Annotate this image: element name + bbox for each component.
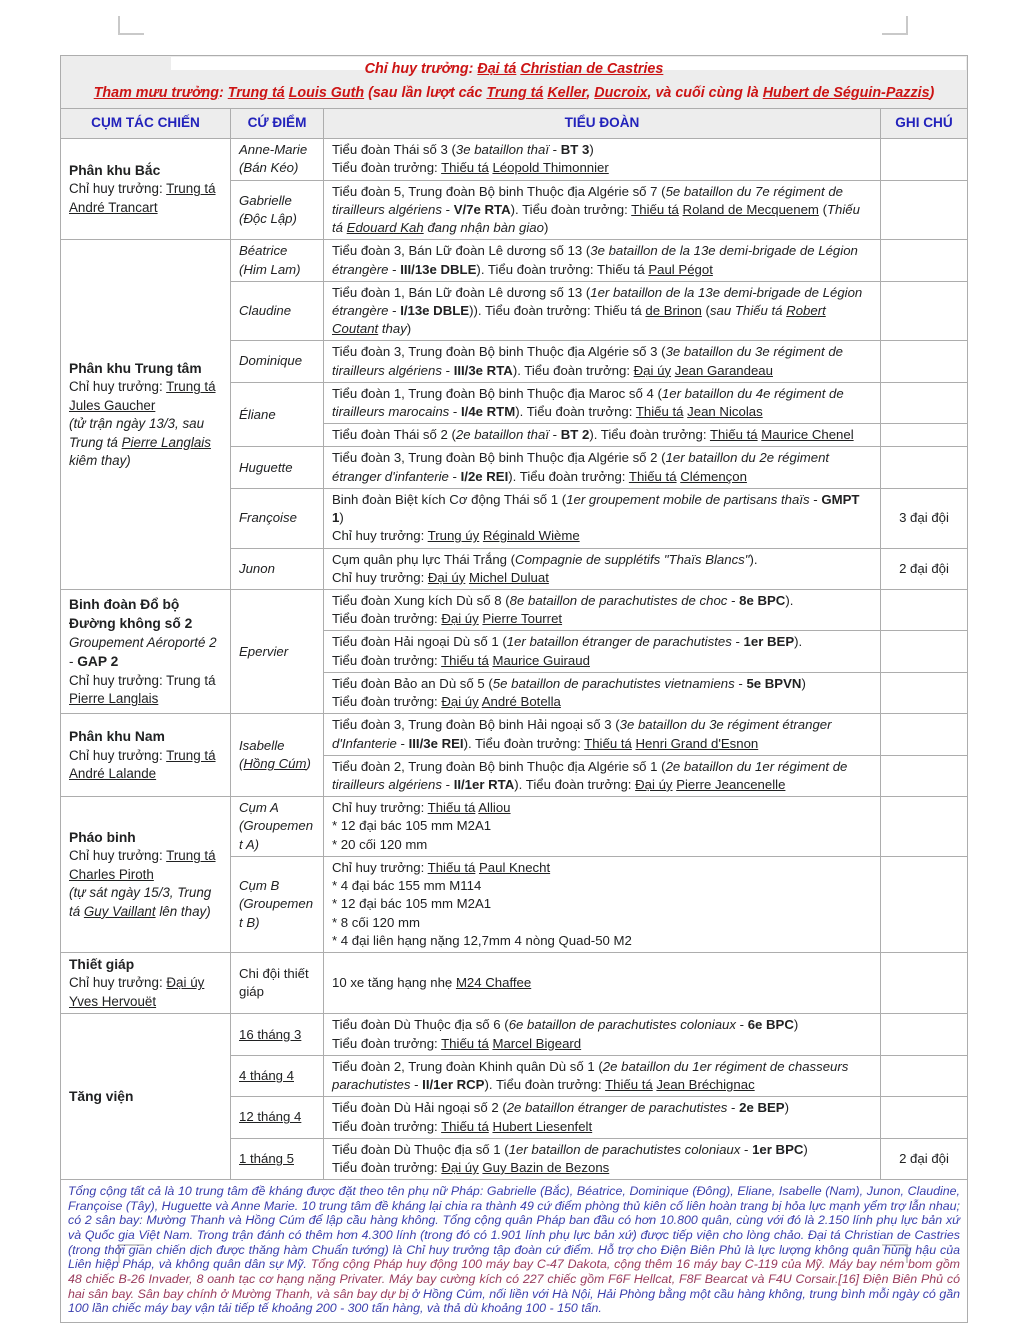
link[interactable]: Jean Bréchignac [656, 1077, 755, 1093]
table-row [61, 797, 968, 857]
link[interactable]: Thiếu tá [427, 859, 476, 875]
battalion-cell: Tiểu đoàn 3, Trung đoàn Bộ binh Hải ngoại số 3 (3e bataillon du 3e régiment étranger d'Infanterie - III/3e REI). Tiểu đoàn trưởng: Thiếu tá Henri Grand d'Esnon [324, 714, 881, 755]
link[interactable]: Réginald Wième [482, 528, 580, 544]
note-cell [881, 590, 968, 631]
strongpoint-cell: Epervier [231, 590, 324, 714]
strongpoint-cell: Françoise [231, 488, 324, 548]
link[interactable]: Thiếu tá [635, 404, 684, 420]
link[interactable]: Trung tá [166, 747, 216, 763]
strongpoint-cell: Huguette [231, 447, 324, 488]
link[interactable]: Trung tá [486, 84, 544, 101]
link[interactable]: Đại tá [477, 61, 517, 77]
strongpoint-cell: Chi đội thiết giáp [231, 952, 324, 1014]
link[interactable]: Yves Hervouët [69, 993, 157, 1009]
battalion-cell: Tiểu đoàn Dù Thuộc địa số 1 (1er bataillon de parachutistes coloniaux - 1er BPC) Tiểu đoàn trưởng: Đại úy Guy Bazin de Bezons [324, 1138, 881, 1179]
strongpoint-cell [231, 1055, 324, 1096]
strongpoint-cell: Cụm B (Groupement B) [231, 856, 324, 952]
note-cell: 2 đại đội [881, 1138, 968, 1179]
strongpoint-cell: Gabrielle (Độc Lập) [231, 180, 324, 240]
link[interactable]: Jean Garandeau [674, 362, 773, 378]
link[interactable]: Ducroix [594, 84, 648, 101]
battalion-cell: Cụm quân phụ lực Thái Trắng (Compagnie de supplétifs "Thaïs Blancs"). Chỉ huy trưởng: Đại úy Michel Duluat [324, 548, 881, 589]
link[interactable]: Roland de Mecquenem [682, 201, 819, 217]
link[interactable]: Đại úy [635, 776, 673, 792]
link[interactable]: Trung úy [427, 528, 480, 544]
battalion-cell: Tiểu đoàn Bảo an Dù số 5 (5e bataillon de parachutistes vietnamiens - 5e BPVN) Tiểu đoàn trưởng: Đại úy André Botella [324, 672, 881, 713]
battalion-cell: Tiểu đoàn 3, Trung đoàn Bộ binh Thuộc địa Algérie số 2 (1er bataillon du 2e régiment étranger d'infanterie - I/2e REI). Tiểu đoàn trưởng: Thiếu tá Clémençon [324, 447, 881, 488]
battalion-cell: Tiểu đoàn 3, Bán Lữ đoàn Lê dương số 13 (3e bataillon de la 13e demi-brigade de Légion étrangère - III/13e DBLE). Tiểu đoàn trưởng: Thiếu tá Paul Pégot [324, 240, 881, 281]
summary-text-part1: Tổng cộng tất cả là 10 trung tâm đề kháng được đặt theo tên phụ nữ Pháp: Gabrielle (Bắc), Béatrice, Dominique (Đông), Eliane, Isabelle (Nam), Junon, Claudine, Françoise (Tây), Huguette và Anne Marie. 10 trung tâm đề kháng lại chia ra thành 49 cứ điểm phòng thủ kiên cố liên hoàn trang bị hỏa lực mạnh yểm trợ lẫn nhau; có 2 sân bay: Mường Thanh và Hồng Cúm để lập cầu hàng không. Tổng cộng quân Pháp ban đầu có hơn 10.800 quân, cùng với đó là 2.150 lính phụ lực bản xứ và Quốc gia Việt Nam. Trong trận đánh có thêm hơn 4.300 lính (trong đó có 1.901 lính phụ lực bản xứ) được tiếp viện cho lòng chảo. Đại tá Christian de Castries (trong thời gian chiến dịch được thăng hàm Chuẩn tướng) là Chỉ huy trưởng tập đoàn cứ điểm. Hỗ trợ cho Điện Biên Phủ là lực lượng không quân hùng hậu của Liên hiệp Pháp, và không quân dân sự Mỹ. [68, 1184, 960, 1272]
note-cell [881, 672, 968, 713]
table-row [61, 714, 968, 755]
strongpoint-cell: Cụm A (Groupement A) [231, 797, 324, 857]
link[interactable]: Thiếu tá [605, 1077, 653, 1093]
strongpoint-cell [231, 1138, 324, 1179]
summary-cell [61, 1180, 968, 1323]
link[interactable]: Thiếu tá [631, 201, 679, 217]
link[interactable]: Đại úy [441, 1159, 479, 1175]
link[interactable]: M24 Chaffee [455, 975, 532, 991]
link[interactable]: Thiếu tá [628, 468, 677, 484]
strongpoint-cell: Anne-Marie (Bán Kéo) [231, 139, 324, 180]
note-cell [881, 424, 968, 447]
link[interactable]: Thiếu tá [584, 735, 632, 751]
chief-of-staff-header-cell [61, 82, 968, 109]
link[interactable]: Alliou [478, 800, 511, 816]
link[interactable]: Trung tá [166, 379, 216, 395]
link[interactable]: Đại úy [166, 975, 205, 991]
link[interactable]: 4 tháng 4 [239, 1067, 294, 1083]
note-cell [881, 447, 968, 488]
battalion-cell: Chỉ huy trưởng: Thiếu tá Alliou * 12 đại bác 105 mm M2A1 * 20 cối 120 mm [324, 797, 881, 857]
link[interactable]: Hồng Cúm [243, 756, 307, 772]
link[interactable]: Clémençon [680, 468, 747, 484]
link[interactable]: Jules Gaucher [69, 397, 156, 413]
battalion-cell: Tiểu đoàn 3, Trung đoàn Bộ binh Thuộc địa Algérie số 3 (3e bataillon du 3e régiment de tirailleurs algériens - III/3e RTA). Tiểu đoàn trưởng: Đại úy Jean Garandeau [324, 341, 881, 382]
table-row [61, 1014, 968, 1055]
table-row [61, 139, 968, 180]
link[interactable]: de Brinon [645, 302, 702, 318]
link[interactable]: Michel Duluat [468, 569, 549, 585]
chief-of-staff-header-row [61, 82, 968, 109]
link[interactable]: Maurice Chenel [761, 427, 854, 443]
table-row [61, 952, 968, 1014]
link[interactable]: Charles Piroth [69, 866, 154, 882]
link[interactable]: Maurice Guiraud [492, 652, 590, 668]
link[interactable]: Thiếu tá [441, 1035, 489, 1051]
note-cell [881, 755, 968, 796]
link[interactable]: Đại úy [633, 362, 672, 378]
link[interactable]: Pierre Langlais [69, 691, 159, 707]
link[interactable]: Léopold Thimonnier [492, 160, 609, 176]
link[interactable]: Paul Pégot [648, 261, 713, 277]
strongpoint-cell: Dominique [231, 341, 324, 382]
link[interactable]: Henri Grand d'Esnon [635, 735, 759, 751]
note-cell [881, 1055, 968, 1096]
link[interactable]: Keller [547, 84, 587, 101]
link[interactable]: Christian de Castries [520, 61, 664, 77]
crop-mark-top-right [882, 16, 908, 35]
battalion-cell: Tiểu đoàn 2, Trung đoàn Khinh quân Dù số 1 (2e bataillon du 1er régiment de chasseurs parachutistes - II/1er RCP). Tiểu đoàn trưởng: Thiếu tá Jean Bréchignac [324, 1055, 881, 1096]
battalion-cell: Tiểu đoàn Dù Thuộc địa số 6 (6e bataillon de parachutistes coloniaux - 6e BPC) Tiểu đoàn trưởng: Thiếu tá Marcel Bigeard [324, 1014, 881, 1055]
link[interactable]: Louis Guth [288, 84, 365, 101]
note-cell [881, 1097, 968, 1138]
note-cell [881, 1014, 968, 1055]
group-cell: Phân khu Bắc Chỉ huy trưởng: Trung tá André Trancart [61, 139, 231, 240]
link[interactable]: 12 tháng 4 [239, 1109, 302, 1125]
table-row [61, 240, 968, 281]
link[interactable]: Trung tá [166, 848, 216, 864]
link[interactable]: Robert Coutant [332, 302, 826, 337]
strongpoint-cell: Junon [231, 548, 324, 589]
note-cell [881, 714, 968, 755]
column-header-strongpoint: CỨ ĐIỂM [231, 109, 324, 139]
battalion-cell: Tiểu đoàn 5, Trung đoàn Bộ binh Thuộc địa Algérie số 7 (5e bataillon du 7e régiment de tirailleurs algériens - V/7e RTA). Tiểu đoàn trưởng: Thiếu tá Roland de Mecquenem (Thiếu tá Edouard Kah đang nhận bàn giao) [324, 180, 881, 240]
battalion-cell: Tiểu đoàn Xung kích Dù số 8 (8e bataillon de parachutistes de choc - 8e BPC). Tiểu đoàn trưởng: Đại úy Pierre Tourret [324, 590, 881, 631]
summary-text-part2: Tổng cộng Pháp huy động 100 máy bay C-47 Dakota, cộng thêm 16 máy bay C-119 của Mỹ. Máy bay ném bom gồm 48 chiếc B-26 Invader, 8 oanh tạc cơ hạng nặng Privater. Máy bay cường kích có 227 chiếc gồm F6F Hellcat, F8F Bearcat và F4U Corsair.[16] Điện Biên Phủ có hai sân bay. Sân bay chính ở Mường Thanh, và sân bay dự bị [68, 1257, 960, 1301]
link[interactable]: Guy Bazin de Bezons [482, 1159, 610, 1175]
commander-header-cell [61, 56, 968, 82]
battalion-cell: Tiểu đoàn 1, Trung đoàn Bộ binh Thuộc địa Maroc số 4 (1er bataillon du 4e régiment de tirailleurs marocains - I/4e RTM). Tiểu đoàn trưởng: Thiếu tá Jean Nicolas [324, 382, 881, 423]
group-cell: Pháo binh Chỉ huy trưởng: Trung tá Charles Piroth (tự sát ngày 15/3, Trung tá Guy Vaillant lên thay) [61, 797, 231, 953]
note-cell [881, 952, 968, 1014]
commander-line: Chỉ huy trưởng: Đại tá Christian de Castries [364, 61, 664, 77]
link[interactable]: Thiếu tá [709, 427, 758, 443]
note-cell [881, 139, 968, 180]
group-cell: Tăng viện [61, 1014, 231, 1180]
note-cell [881, 180, 968, 240]
link[interactable]: André Trancart [69, 199, 158, 215]
column-header-row [61, 109, 968, 139]
note-cell [881, 341, 968, 382]
strongpoint-cell: Claudine [231, 281, 324, 341]
link[interactable]: Trung tá [227, 84, 285, 101]
summary-text-part3: ở Hồng Cúm, nối liền với Hà Nội, Hải Phòng bằng một cầu hàng không, trung bình mỗi ngày có gần 100 lần chiếc máy bay vận tải tiếp tế khoảng 200 - 300 tấn hàng, và thả dù khoảng 100 - 150 tấn. [68, 1286, 960, 1316]
note-cell [881, 631, 968, 672]
battalion-cell: Tiểu đoàn Dù Hải ngoại số 2 (2e bataillon étranger de parachutistes - 2e BEP) Tiểu đoàn trưởng: Thiếu tá Hubert Liesenfelt [324, 1097, 881, 1138]
group-cell: Thiết giáp Chỉ huy trưởng: Đại úy Yves Hervouët [61, 952, 231, 1014]
column-header-notes: GHI CHÚ [881, 109, 968, 139]
link[interactable]: Jean Nicolas [687, 404, 763, 420]
link[interactable]: Paul Knecht [479, 859, 551, 875]
group-cell: Phân khu Nam Chỉ huy trưởng: Trung tá André Lalande [61, 714, 231, 797]
link[interactable]: Edouard Kah [346, 220, 424, 236]
link[interactable]: 1 tháng 5 [239, 1150, 294, 1166]
link[interactable]: Đại úy [441, 694, 479, 710]
column-header-task-group: CỤM TÁC CHIẾN [61, 109, 231, 139]
link[interactable]: Hubert de Séguin-Pazzis [762, 84, 930, 101]
table-body [61, 139, 968, 1180]
commander-header-row [61, 56, 968, 82]
note-cell: 2 đại đội [881, 548, 968, 589]
note-cell [881, 382, 968, 423]
note-cell [881, 856, 968, 952]
crop-mark-top-left [118, 16, 144, 35]
battalion-cell: Tiểu đoàn Hải ngoại Dù số 1 (1er bataillon étranger de parachutistes - 1er BEP). Tiểu đoàn trưởng: Thiếu tá Maurice Guiraud [324, 631, 881, 672]
link[interactable]: Marcel Bigeard [492, 1035, 582, 1051]
note-cell [881, 797, 968, 857]
link[interactable]: Đại úy [427, 569, 466, 585]
link[interactable]: André Botella [481, 694, 561, 710]
link[interactable]: Pierre Tourret [482, 611, 563, 627]
link[interactable]: Pierre Langlais [121, 434, 211, 450]
link[interactable]: Tham mưu trưởng [93, 84, 220, 101]
note-cell [881, 281, 968, 341]
link[interactable]: 16 tháng 3 [239, 1026, 302, 1042]
link[interactable]: Thiếu tá [427, 800, 476, 816]
order-of-battle-table [60, 55, 968, 1323]
battalion-cell: Chỉ huy trưởng: Thiếu tá Paul Knecht * 4 đại bác 155 mm M114 * 12 đại bác 105 mm M2A1 * 8 cối 120 mm * 4 đại liên hạng nặng 12,7mm 4 nòng Quad-50 M2 [324, 856, 881, 952]
column-header-battalion: TIỂU ĐOÀN [324, 109, 881, 139]
group-cell: Phân khu Trung tâm Chỉ huy trưởng: Trung tá Jules Gaucher (tử trận ngày 13/3, sau Trung tá Pierre Langlais kiêm thay) [61, 240, 231, 590]
strongpoint-cell: Éliane [231, 382, 324, 447]
strongpoint-cell [231, 1014, 324, 1055]
link[interactable]: Thiếu tá [441, 1118, 489, 1134]
battalion-cell: Tiểu đoàn Thái số 3 (3e bataillon thaï - BT 3) Tiểu đoàn trưởng: Thiếu tá Léopold Thimonnier [324, 139, 881, 180]
battalion-cell: Tiểu đoàn Thái số 2 (2e bataillon thaï - BT 2). Tiểu đoàn trưởng: Thiếu tá Maurice Chenel [324, 424, 881, 447]
strongpoint-cell: Béatrice (Him Lam) [231, 240, 324, 281]
group-cell: Binh đoàn Đổ bộ Đường không số 2 Groupement Aéroporté 2 - GAP 2 Chỉ huy trưởng: Trung tá Pierre Langlais [61, 590, 231, 714]
battalion-cell: Binh đoàn Biệt kích Cơ động Thái số 1 (1er groupement mobile de partisans thaïs - GMPT 1) Chỉ huy trưởng: Trung úy Réginald Wième [324, 488, 881, 548]
link[interactable]: Hubert Liesenfelt [492, 1118, 593, 1134]
link[interactable]: André Lalande [69, 766, 157, 781]
link[interactable]: Đại úy [441, 611, 479, 627]
battalion-cell: Tiểu đoàn 2, Trung đoàn Bộ binh Thuộc địa Algérie số 1 (2e bataillon du 1er régiment de tirailleurs algériens - II/1er RTA). Tiểu đoàn trưởng: Đại úy Pierre Jeancenelle [324, 755, 881, 796]
link[interactable]: Thiếu tá [441, 652, 489, 668]
link[interactable]: Guy Vaillant [83, 903, 156, 919]
link[interactable]: Pierre Jeancenelle [676, 776, 786, 792]
link[interactable]: Trung tá [166, 181, 216, 197]
link[interactable]: Thiếu tá [441, 160, 489, 176]
strongpoint-cell [231, 1097, 324, 1138]
chief-of-staff-line: Tham mưu trưởng: Trung tá Louis Guth (sau lần lượt các Trung tá Keller, Ducroix, và cuối cùng là Hubert de Séguin-Pazzis) [93, 84, 935, 101]
battalion-cell: Tiểu đoàn 1, Bán Lữ đoàn Lê dương số 13 (1er bataillon de la 13e demi-brigade de Légion étrangère - I/13e DBLE)). Tiểu đoàn trưởng: Thiếu tá de Brinon (sau Thiếu tá Robert Coutant thay) [324, 281, 881, 341]
battalion-cell: 10 xe tăng hạng nhẹ M24 Chaffee [324, 952, 881, 1014]
summary-row [61, 1180, 968, 1323]
strongpoint-cell: Isabelle (Hồng Cúm) [231, 714, 324, 797]
note-cell [881, 240, 968, 281]
table-row [61, 590, 968, 631]
note-cell: 3 đại đội [881, 488, 968, 548]
